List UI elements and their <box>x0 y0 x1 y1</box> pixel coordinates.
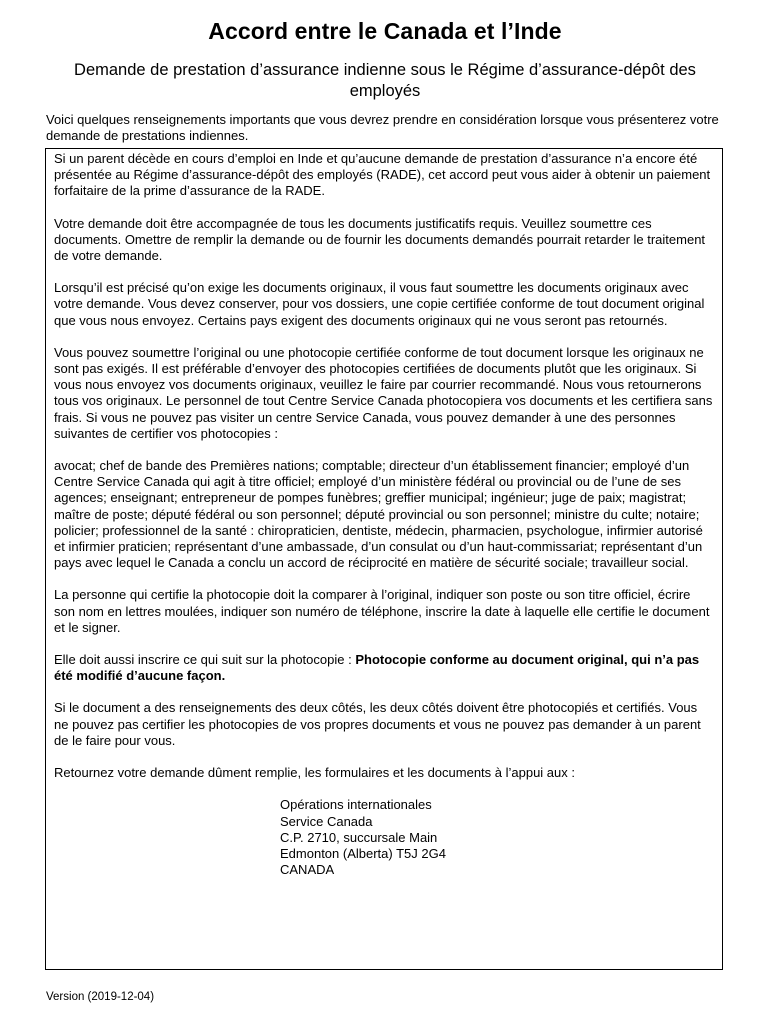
paragraph-original-documents: Lorsqu’il est précisé qu’on exige les documents originaux, il vous faut soumettre les documents originaux avec votre demande. Vous devez conserver, pour vos dossiers, une copie certifiée conforme de tout document original que vous nous envoyez. Certains pays exigent des documents originaux qui ne vous seront pas retournés. <box>54 280 705 328</box>
paragraph-certifier-list: avocat; chef de bande des Premières nations; comptable; directeur d’un établissement financier; employé d’un Centre Service Canada qui agit à titre officiel; employé d’un ministère fédéral ou provincial ou de l’une de ses agences; enseignant; entrepreneur de pompes funèbres; greffier municipal; ingénieur; juge de paix; magistrat; maître de poste; député fédéral ou son personnel; député provincial ou son personnel; ministre du culte; notaire; policier; professionnel de la santé : chiropraticien, dentiste, médecin, pharmacien, psychologue, infirmier autorisé et infirmier praticien; représentant d’une ambassade, d’un consulat ou d’un haut-commissariat; représentant d’un pays avec lequel le Canada a conclu un accord de réciprocité en matière de sécurité sociale; travailleur social. <box>54 458 703 571</box>
address-line: C.P. 2710, succursale Main <box>280 829 438 845</box>
statement-bold: Photocopie conforme au document original, qui n’a pas été modifié d’aucune façon. <box>54 652 700 684</box>
paragraph-two-sided: Si le document a des renseignements des deux côtés, les deux côtés doivent être photocopiés et certifiés. Vous ne pouvez pas certifier les photocopies de vos propres documents et vous ne pouvez pas demander à un parent de le faire pour vous. <box>54 700 701 748</box>
address-line: Edmonton (Alberta) T5J 2G4 <box>280 845 446 861</box>
address-line: Service Canada <box>280 813 373 829</box>
paragraph-certifier-duties: La personne qui certifie la photocopie doit la comparer à l’original, indiquer son poste ou son titre officiel, écrire son nom en lettres moulées, indiquer son numéro de téléphone, inscrire la date à laquelle elle certifie le document et le signer. <box>54 587 710 635</box>
page-subtitle: Demande de prestation d’assurance indienne sous le Régime d’assurance-dépôt des employés <box>74 61 696 100</box>
address-line: Opérations internationales <box>280 797 432 813</box>
statement-lead: Elle doit aussi inscrire ce qui suit sur la photocopie : <box>54 652 356 668</box>
intro-text: Voici quelques renseignements importants que vous devrez prendre en considération lorsque vous présenterez votre demande de prestations indiennes. <box>46 112 719 143</box>
paragraph-documents-required: Votre demande doit être accompagnée de tous les documents justificatifs requis. Veuillez soumettre ces documents. Omettre de remplir la demande ou de fournir les documents demandés pourrait retarder le traitement de votre demande. <box>54 215 706 264</box>
page-title: Accord entre le Canada et l’Inde <box>208 18 562 44</box>
paragraph-certified-copies: Vous pouvez soumettre l’original ou une photocopie certifiée conforme de tout document lorsque les originaux ne sont pas exigés. Il est préférable d’envoyer des photocopies certifiées de documents plutôt que les originaux. Si vous nous envoyez vos documents originaux, veuillez le faire par courrier recommandé. Nous vous retournerons tous vos originaux. Le personnel de tout Centre Service Canada photocopiera vos documents et les certifiera sans frais. Si vous ne pouvez pas visiter un centre Service Canada, vous pouvez demander à une des personnes suivantes de certifier vos photocopies : <box>54 344 713 441</box>
info-box <box>45 148 723 970</box>
mailing-address <box>280 797 714 878</box>
paragraph-certification-statement <box>54 652 714 684</box>
address-line: CANADA <box>280 862 335 878</box>
paragraph-return-instructions: Retournez votre demande dûment remplie, les formulaires et les documents à l’appui aux : <box>54 765 575 781</box>
paragraph-eligibility: Si un parent décède en cours d’emploi en Inde et qu’aucune demande de prestation d’assurance n’a encore été présentée au Régime d’assurance-dépôt des employés (RADE), cet accord peut vous aider à obtenir un paiement forfaitaire de la prime d’assurance de la RADE. <box>54 151 711 199</box>
version-footer: Version (2019-12-04) <box>46 991 155 1003</box>
